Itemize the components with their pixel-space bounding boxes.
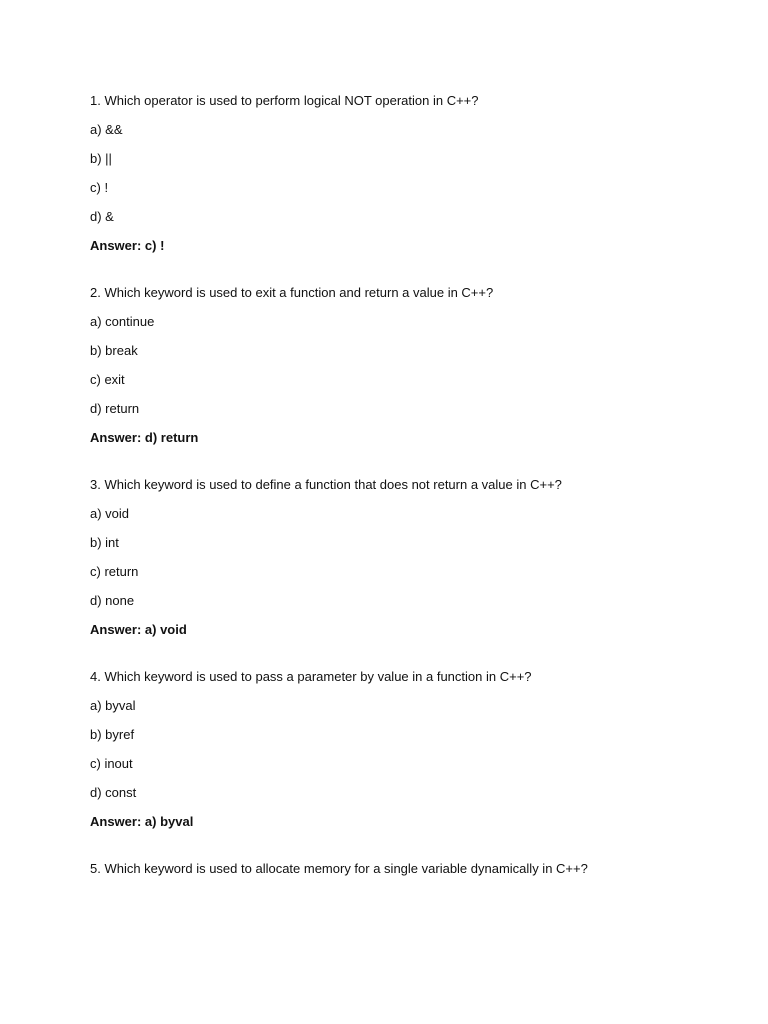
answer-option: a) void xyxy=(90,506,130,521)
question-text: 1. Which operator is used to perform logical NOT operation in C++? xyxy=(90,93,479,108)
answer-option: a) continue xyxy=(90,314,155,329)
question-text: 3. Which keyword is used to define a function that does not return a value in C++? xyxy=(90,477,562,492)
answer-option: d) & xyxy=(90,209,114,224)
answer-option: c) exit xyxy=(90,372,125,387)
question-text: 2. Which keyword is used to exit a function and return a value in C++? xyxy=(90,285,494,300)
answer-option: d) return xyxy=(90,401,140,416)
answer-option: d) const xyxy=(90,785,137,800)
question-block xyxy=(90,92,730,255)
correct-answer: Answer: a) void xyxy=(90,622,187,637)
answer-option: b) || xyxy=(90,151,112,166)
question-block xyxy=(90,284,730,447)
answer-option: d) none xyxy=(90,593,135,608)
answer-option: c) ! xyxy=(90,180,109,195)
correct-answer: Answer: c) ! xyxy=(90,238,165,253)
answer-option: c) return xyxy=(90,564,139,579)
question-text: 4. Which keyword is used to pass a parameter by value in a function in C++? xyxy=(90,669,532,684)
question-block xyxy=(90,860,730,878)
answer-option: b) int xyxy=(90,535,119,550)
answer-option: b) byref xyxy=(90,727,135,742)
answer-option: a) byval xyxy=(90,698,136,713)
answer-option: c) inout xyxy=(90,756,133,771)
answer-option: b) break xyxy=(90,343,138,358)
correct-answer: Answer: a) byval xyxy=(90,814,194,829)
question-block xyxy=(90,476,730,639)
correct-answer: Answer: d) return xyxy=(90,430,199,445)
question-block xyxy=(90,668,730,831)
question-text: 5. Which keyword is used to allocate memory for a single variable dynamically in C++? xyxy=(90,861,588,876)
quiz-content xyxy=(90,92,730,907)
answer-option: a) && xyxy=(90,122,123,137)
